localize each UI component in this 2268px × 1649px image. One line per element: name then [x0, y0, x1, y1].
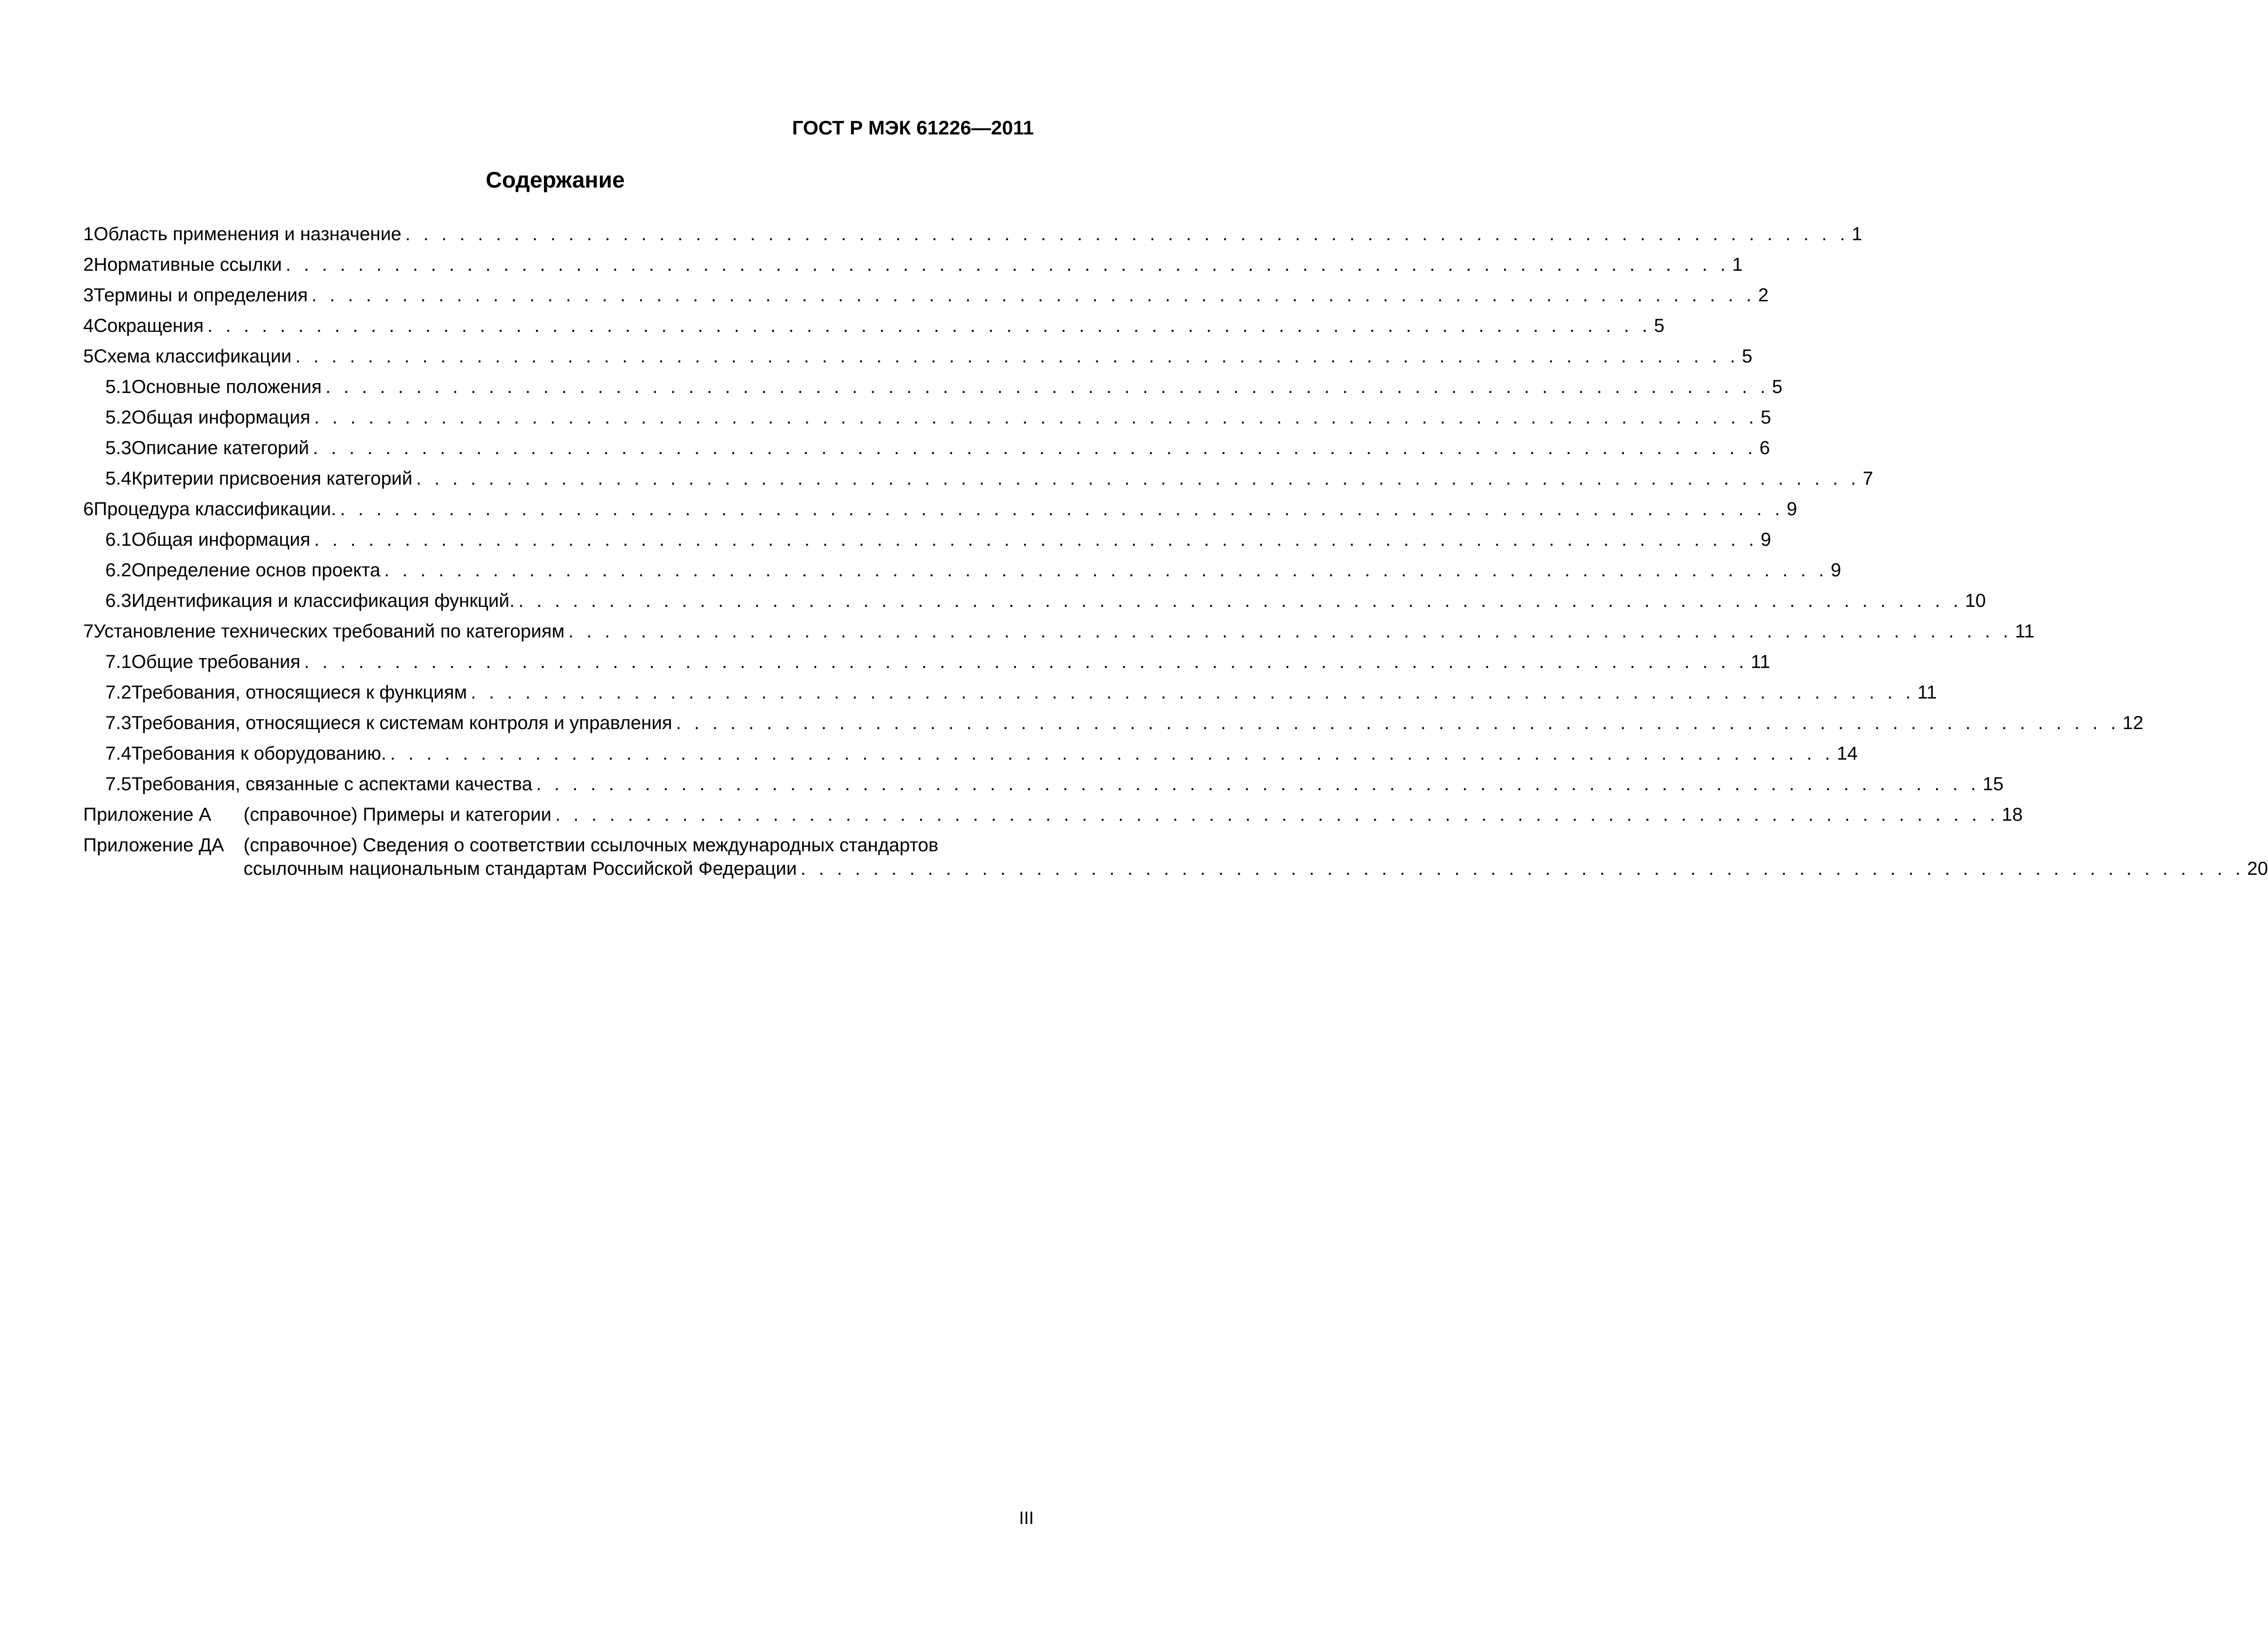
toc-entry-page: 15 — [1983, 774, 2004, 794]
toc-entry-title: Общая информация — [132, 528, 314, 551]
toc-entry[interactable] — [83, 559, 1842, 589]
toc-entry-page: 10 — [1965, 590, 1986, 611]
toc-entry-title: Определение основ проекта — [132, 559, 384, 581]
toc-entry-title: Нормативные ссылки — [94, 253, 285, 276]
toc-entry-number: 6.3 — [105, 590, 132, 611]
annex-label: Приложение ДА — [83, 835, 224, 856]
toc-dot-leader: . . . . . . . . . . . . . . . . . . . . . . . . . . . . . . . . . . . . . . . . . . . . . . . . . . . . . . . . . . . . . . . . . . . . . . . . . . . . . . . . — [313, 438, 1757, 458]
toc-entry-title: Требования, связанные с аспектами качества — [132, 773, 536, 795]
toc-entry-number: 5.3 — [105, 438, 132, 458]
toc-entry[interactable] — [83, 467, 1874, 498]
toc-entry-title: Процедура классификации. — [94, 498, 340, 520]
toc-entry-number: 5.1 — [105, 377, 132, 397]
toc-dot-leader: . . . . . . . . . . . . . . . . . . . . . . . . . . . . . . . . . . . . . . . . . . . . . . . . . . . . . . . . . . . . . . . . . . . . . . . . . . . . . . . . — [416, 468, 1860, 489]
toc-entry[interactable] — [83, 589, 1986, 620]
toc-entry[interactable] — [83, 620, 2035, 651]
toc-entry-title: Основные положения — [132, 376, 326, 398]
toc-entry-title: Общие требования — [132, 651, 304, 673]
toc-entry-title: Требования, относящиеся к системам контроля и управления — [132, 712, 676, 734]
toc-dot-leader: . . . . . . . . . . . . . . . . . . . . . . . . . . . . . . . . . . . . . . . . . . . . . . . . . . . . . . . . . . . . . . . . . . . . . . . . . . . . . . . . — [518, 590, 1962, 611]
toc-entry-number: 1 — [83, 224, 94, 244]
toc-dot-leader: . . . . . . . . . . . . . . . . . . . . . . . . . . . . . . . . . . . . . . . . . . . . . . . . . . . . . . . . . . . . . . . . . . . . . . . . . . . . . . . . — [304, 652, 1748, 672]
toc-entry-page: 11 — [2015, 621, 2035, 642]
table-of-contents — [83, 223, 2268, 880]
toc-dot-leader: . . . . . . . . . . . . . . . . . . . . . . . . . . . . . . . . . . . . . . . . . . . . . . . . . . . . . . . . . . . . . . . . . . . . . . . . . . . . . . . . — [314, 529, 1758, 550]
toc-entry-page: 9 — [1760, 529, 1772, 550]
toc-entry[interactable] — [83, 406, 1772, 437]
annex-label: Приложение А — [83, 804, 212, 825]
page-number: III — [1019, 1508, 1034, 1528]
toc-entry-page: 9 — [1787, 499, 1797, 519]
toc-entry-title: Схема классификации — [94, 345, 295, 368]
toc-entry[interactable] — [83, 284, 1769, 314]
toc-entry-number: 7.2 — [105, 682, 132, 703]
toc-dot-leader: . . . . . . . . . . . . . . . . . . . . . . . . . . . . . . . . . . . . . . . . . . . . . . . . . . . . . . . . . . . . . . . . . . . . . . . . . . . . . . . . — [555, 804, 1999, 825]
toc-entry-page: 6 — [1759, 438, 1770, 458]
toc-dot-leader: . . . . . . . . . . . . . . . . . . . . . . . . . . . . . . . . . . . . . . . . . . . . . . . . . . . . . . . . . . . . . . . . . . . . . . . . . . . . . . . . — [285, 254, 1730, 275]
toc-entry-page: 2 — [1758, 285, 1769, 306]
toc-entry-number: 7.1 — [105, 652, 132, 672]
toc-entry-number: 7.5 — [105, 774, 132, 794]
toc-entry[interactable] — [83, 773, 2004, 803]
toc-entry-number: 5.4 — [105, 468, 132, 489]
standard-designation: ГОСТ Р МЭК 61226—2011 — [792, 117, 1034, 139]
toc-entry-page: 9 — [1830, 560, 1842, 581]
toc-dot-leader: . . . . . . . . . . . . . . . . . . . . . . . . . . . . . . . . . . . . . . . . . . . . . . . . . . . . . . . . . . . . . . . . . . . . . . . . . . . . . . . . — [390, 743, 1834, 764]
toc-entry-page: 5 — [1772, 377, 1783, 397]
annex-page: 18 — [2001, 804, 2023, 825]
toc-entry-number: 6 — [83, 499, 94, 519]
toc-entry-number: 6.2 — [105, 560, 132, 581]
toc-entry[interactable] — [83, 712, 2144, 742]
toc-entry-number: 3 — [83, 285, 94, 306]
annex-body — [244, 803, 2023, 826]
toc-entry-number: 7.3 — [105, 713, 132, 733]
toc-dot-leader: . . . . . . . . . . . . . . . . . . . . . . . . . . . . . . . . . . . . . . . . . . . . . . . . . . . . . . . . . . . . . . . . . . . . . . . . . . . . . . . . — [314, 407, 1758, 428]
toc-dot-leader: . . . . . . . . . . . . . . . . . . . . . . . . . . . . . . . . . . . . . . . . . . . . . . . . . . . . . . . . . . . . . . . . . . . . . . . . . . . . . . . . — [676, 713, 2120, 733]
toc-dot-leader: . . . . . . . . . . . . . . . . . . . . . . . . . . . . . . . . . . . . . . . . . . . . . . . . . . . . . . . . . . . . . . . . . . . . . . . . . . . . . . . . — [800, 858, 2244, 879]
toc-entry-page: 12 — [2122, 713, 2144, 733]
toc-entry[interactable] — [83, 651, 1771, 681]
toc-dot-leader: . . . . . . . . . . . . . . . . . . . . . . . . . . . . . . . . . . . . . . . . . . . . . . . . . . . . . . . . . . . . . . . . . . . . . . . . . . . . . . . . — [384, 560, 1828, 581]
toc-dot-leader: . . . . . . . . . . . . . . . . . . . . . . . . . . . . . . . . . . . . . . . . . . . . . . . . . . . . . . . . . . . . . . . . . . . . . . . . . . . . . . . . — [207, 315, 1651, 336]
toc-entry[interactable] — [83, 376, 1783, 406]
toc-entry-page: 5 — [1654, 315, 1665, 336]
toc-entry-page: 5 — [1760, 407, 1772, 428]
annex-title: ссылочным национальным стандартам Российской Федерации — [244, 857, 801, 880]
annex-line — [244, 803, 2023, 826]
toc-entry-title: Критерии присвоения категорий — [132, 467, 417, 490]
toc-entry-title: Описание категорий — [132, 437, 313, 459]
toc-entry-page: 7 — [1862, 468, 1874, 489]
toc-entry-number: 4 — [83, 315, 94, 336]
annex-line — [244, 834, 2268, 856]
toc-entry[interactable] — [83, 528, 1772, 559]
toc-entry-page: 5 — [1741, 346, 1753, 367]
annex-page: 20 — [2247, 858, 2268, 879]
toc-entry-page: 11 — [1917, 682, 1937, 703]
toc-entry[interactable] — [83, 742, 1858, 773]
toc-dot-leader: . . . . . . . . . . . . . . . . . . . . . . . . . . . . . . . . . . . . . . . . . . . . . . . . . . . . . . . . . . . . . . . . . . . . . . . . . . . . . . . . — [340, 499, 1784, 519]
toc-entry-title: Требования, относящиеся к функциям — [132, 681, 471, 704]
toc-annex-entry[interactable] — [83, 803, 2023, 834]
toc-entry-number: 5.2 — [105, 407, 132, 428]
toc-dot-leader: . . . . . . . . . . . . . . . . . . . . . . . . . . . . . . . . . . . . . . . . . . . . . . . . . . . . . . . . . . . . . . . . . . . . . . . . . . . . . . . . — [471, 682, 1915, 703]
toc-entry-title: Термины и определения — [94, 284, 311, 306]
toc-entry-title: Установление технических требований по категориям — [94, 620, 568, 643]
toc-entry-title: Общая информация — [132, 406, 314, 429]
toc-dot-leader: . . . . . . . . . . . . . . . . . . . . . . . . . . . . . . . . . . . . . . . . . . . . . . . . . . . . . . . . . . . . . . . . . . . . . . . . . . . . . . . . — [536, 774, 1980, 794]
toc-entry-page: 1 — [1851, 224, 1862, 244]
toc-entry-number: 5 — [83, 346, 94, 367]
toc-dot-leader: . . . . . . . . . . . . . . . . . . . . . . . . . . . . . . . . . . . . . . . . . . . . . . . . . . . . . . . . . . . . . . . . . . . . . . . . . . . . . . . . — [295, 346, 1739, 367]
toc-entry-title: Сокращения — [94, 314, 207, 337]
toc-entry[interactable] — [83, 437, 1770, 467]
toc-entry[interactable] — [83, 498, 1797, 528]
annex-body — [244, 834, 2268, 880]
annex-line — [244, 857, 2268, 880]
toc-entry[interactable] — [83, 314, 1665, 345]
toc-entry[interactable] — [83, 253, 1743, 284]
toc-annex-entry[interactable] — [83, 834, 2268, 880]
toc-dot-leader: . . . . . . . . . . . . . . . . . . . . . . . . . . . . . . . . . . . . . . . . . . . . . . . . . . . . . . . . . . . . . . . . . . . . . . . . . . . . . . . . — [568, 621, 2012, 642]
toc-entry-number: 6.1 — [105, 529, 132, 550]
toc-entry-title: Область применения и назначение — [94, 223, 405, 245]
toc-entry-number: 7.4 — [105, 743, 132, 764]
toc-title: Содержание — [486, 168, 625, 193]
toc-entry-title: Идентификация и классификация функций. — [132, 589, 519, 612]
toc-dot-leader: . . . . . . . . . . . . . . . . . . . . . . . . . . . . . . . . . . . . . . . . . . . . . . . . . . . . . . . . . . . . . . . . . . . . . . . . . . . . . . . . — [311, 285, 1756, 306]
toc-entry-page: 1 — [1732, 254, 1743, 275]
toc-entry[interactable] — [83, 223, 1862, 253]
toc-entry[interactable] — [83, 681, 1937, 712]
toc-entry-number: 2 — [83, 254, 94, 275]
toc-dot-leader: . . . . . . . . . . . . . . . . . . . . . . . . . . . . . . . . . . . . . . . . . . . . . . . . . . . . . . . . . . . . . . . . . . . . . . . . . . . . . . . . — [325, 377, 1770, 397]
toc-dot-leader: . . . . . . . . . . . . . . . . . . . . . . . . . . . . . . . . . . . . . . . . . . . . . . . . . . . . . . . . . . . . . . . . . . . . . . . . . . . . . . . . — [405, 224, 1849, 244]
annex-title: (справочное) Сведения о соответствии ссылочных международных стандартов — [244, 834, 942, 856]
toc-entry[interactable] — [83, 345, 1753, 376]
toc-entry-page: 11 — [1750, 652, 1771, 672]
annex-title: (справочное) Примеры и категории — [244, 803, 555, 826]
toc-entry-page: 14 — [1836, 743, 1858, 764]
toc-entry-title: Требования к оборудованию. — [132, 742, 390, 765]
toc-entry-number: 7 — [83, 621, 94, 642]
